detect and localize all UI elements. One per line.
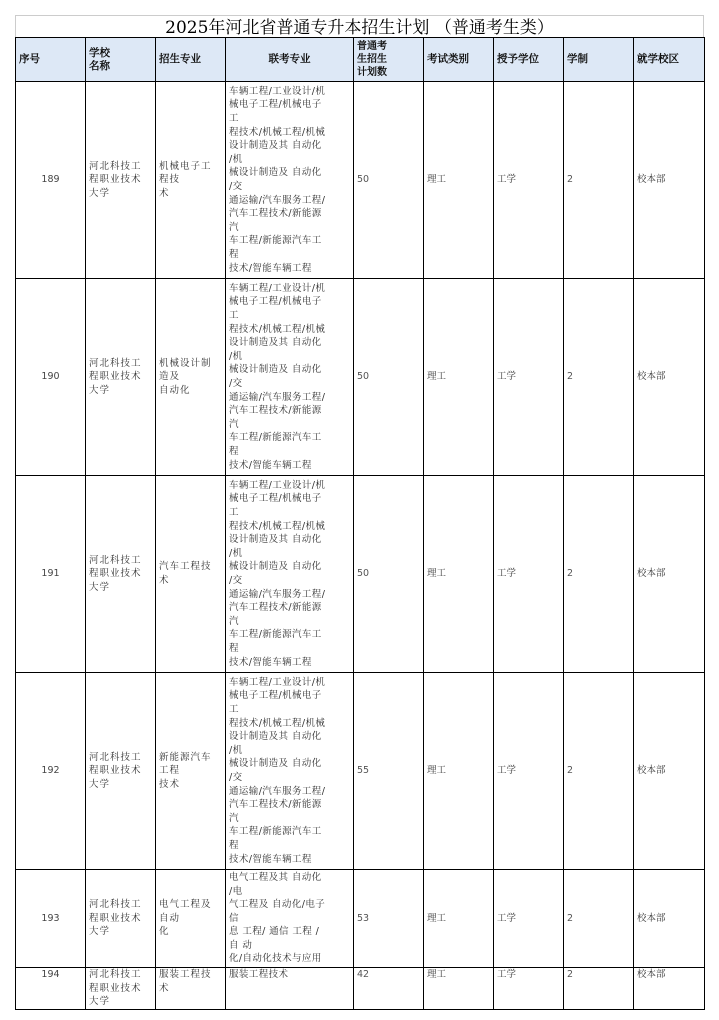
cell-campus: 校本部 bbox=[634, 968, 705, 1010]
table-row bbox=[16, 476, 705, 673]
cell-no: 191 bbox=[16, 476, 86, 673]
header-no: 序号 bbox=[16, 38, 86, 82]
cell-duration: 2 bbox=[564, 279, 634, 476]
cell-major: 服装工程技 术 bbox=[156, 968, 226, 1010]
cell-no: 194 bbox=[16, 968, 86, 1010]
header-major: 招生专业 bbox=[156, 38, 226, 82]
cell-exam-majors: 电气工程及其 自动化 /电 气工程及 自动化/电子 信 息 工程/ 通信 工程 / 自 动 化/自动化技术与应用 bbox=[226, 870, 354, 968]
cell-degree: 工学 bbox=[494, 279, 564, 476]
cell-major: 电气工程及 自动 化 bbox=[156, 870, 226, 968]
cell-degree: 工学 bbox=[494, 476, 564, 673]
table-row bbox=[16, 673, 705, 870]
header-exam-type: 考试类别 bbox=[424, 38, 494, 82]
cell-duration: 2 bbox=[564, 673, 634, 870]
cell-plan: 42 bbox=[354, 968, 424, 1010]
cell-plan: 50 bbox=[354, 476, 424, 673]
cell-exam-type: 理工 bbox=[424, 279, 494, 476]
table-header-row bbox=[16, 38, 705, 82]
cell-exam-majors: 车辆工程/工业设计/机 械电子工程/机械电子 工 程技术/机械工程/机械 设计制造及其 自动化 /机 械设计制造及 自动化 /交 通运输/汽车服务工程/ 汽车工程技术/新能源 汽 车工程/新能源汽车工 程 技术/智能车辆工程 bbox=[226, 476, 354, 673]
cell-campus: 校本部 bbox=[634, 673, 705, 870]
cell-no: 193 bbox=[16, 870, 86, 968]
header-plan: 普通考 生招生 计划数 bbox=[354, 38, 424, 82]
cell-campus: 校本部 bbox=[634, 279, 705, 476]
title-row bbox=[15, 15, 704, 37]
cell-exam-type: 理工 bbox=[424, 476, 494, 673]
cell-plan: 50 bbox=[354, 279, 424, 476]
cell-school: 河北科技工 程职业技术 大学 bbox=[86, 870, 156, 968]
cell-no: 189 bbox=[16, 82, 86, 279]
cell-degree: 工学 bbox=[494, 870, 564, 968]
page-title: 2025年河北省普通专升本招生计划 （普通考生类） bbox=[165, 18, 554, 38]
cell-degree: 工学 bbox=[494, 968, 564, 1010]
header-duration: 学制 bbox=[564, 38, 634, 82]
cell-degree: 工学 bbox=[494, 673, 564, 870]
header-degree: 授予学位 bbox=[494, 38, 564, 82]
cell-duration: 2 bbox=[564, 82, 634, 279]
cell-school: 河北科技工 程职业技术 大学 bbox=[86, 476, 156, 673]
cell-campus: 校本部 bbox=[634, 870, 705, 968]
cell-duration: 2 bbox=[564, 476, 634, 673]
cell-exam-type: 理工 bbox=[424, 870, 494, 968]
cell-exam-type: 理工 bbox=[424, 673, 494, 870]
cell-duration: 2 bbox=[564, 870, 634, 968]
cell-major: 机械电子工 程技 术 bbox=[156, 82, 226, 279]
cell-exam-majors: 车辆工程/工业设计/机 械电子工程/机械电子 工 程技术/机械工程/机械 设计制造及其 自动化 /机 械设计制造及 自动化 /交 通运输/汽车服务工程/ 汽车工程技术/新能源 汽 车工程/新能源汽车工 程 技术/智能车辆工程 bbox=[226, 82, 354, 279]
cell-major: 汽车工程技 术 bbox=[156, 476, 226, 673]
cell-duration: 2 bbox=[564, 968, 634, 1010]
cell-campus: 校本部 bbox=[634, 476, 705, 673]
cell-exam-type: 理工 bbox=[424, 82, 494, 279]
enrollment-table bbox=[15, 37, 705, 1010]
cell-exam-majors: 车辆工程/工业设计/机 械电子工程/机械电子 工 程技术/机械工程/机械 设计制造及其 自动化 /机 械设计制造及 自动化 /交 通运输/汽车服务工程/ 汽车工程技术/新能源 汽 车工程/新能源汽车工 程 技术/智能车辆工程 bbox=[226, 673, 354, 870]
table-row bbox=[16, 870, 705, 968]
cell-school: 河北科技工 程职业技术 大学 bbox=[86, 673, 156, 870]
cell-school: 河北科技工 程职业技术 大学 bbox=[86, 279, 156, 476]
cell-plan: 50 bbox=[354, 82, 424, 279]
cell-plan: 53 bbox=[354, 870, 424, 968]
cell-major: 新能源汽车 工程 技术 bbox=[156, 673, 226, 870]
cell-exam-type: 理工 bbox=[424, 968, 494, 1010]
header-school: 学校 名称 bbox=[86, 38, 156, 82]
header-exam-majors: 联考专业 bbox=[226, 38, 354, 82]
table-row bbox=[16, 82, 705, 279]
header-campus: 就学校区 bbox=[634, 38, 705, 82]
cell-major: 机械设计制 造及 自动化 bbox=[156, 279, 226, 476]
table-row bbox=[16, 279, 705, 476]
cell-no: 192 bbox=[16, 673, 86, 870]
cell-exam-majors: 服装工程技术 bbox=[226, 968, 354, 1010]
cell-school: 河北科技工 程职业技术 大学 bbox=[86, 82, 156, 279]
cell-no: 190 bbox=[16, 279, 86, 476]
cell-plan: 55 bbox=[354, 673, 424, 870]
cell-campus: 校本部 bbox=[634, 82, 705, 279]
cell-degree: 工学 bbox=[494, 82, 564, 279]
cell-exam-majors: 车辆工程/工业设计/机 械电子工程/机械电子 工 程技术/机械工程/机械 设计制造及其 自动化 /机 械设计制造及 自动化 /交 通运输/汽车服务工程/ 汽车工程技术/新能源 汽 车工程/新能源汽车工 程 技术/智能车辆工程 bbox=[226, 279, 354, 476]
cell-school: 河北科技工 程职业技术 大学 bbox=[86, 968, 156, 1010]
table-row bbox=[16, 968, 705, 1010]
